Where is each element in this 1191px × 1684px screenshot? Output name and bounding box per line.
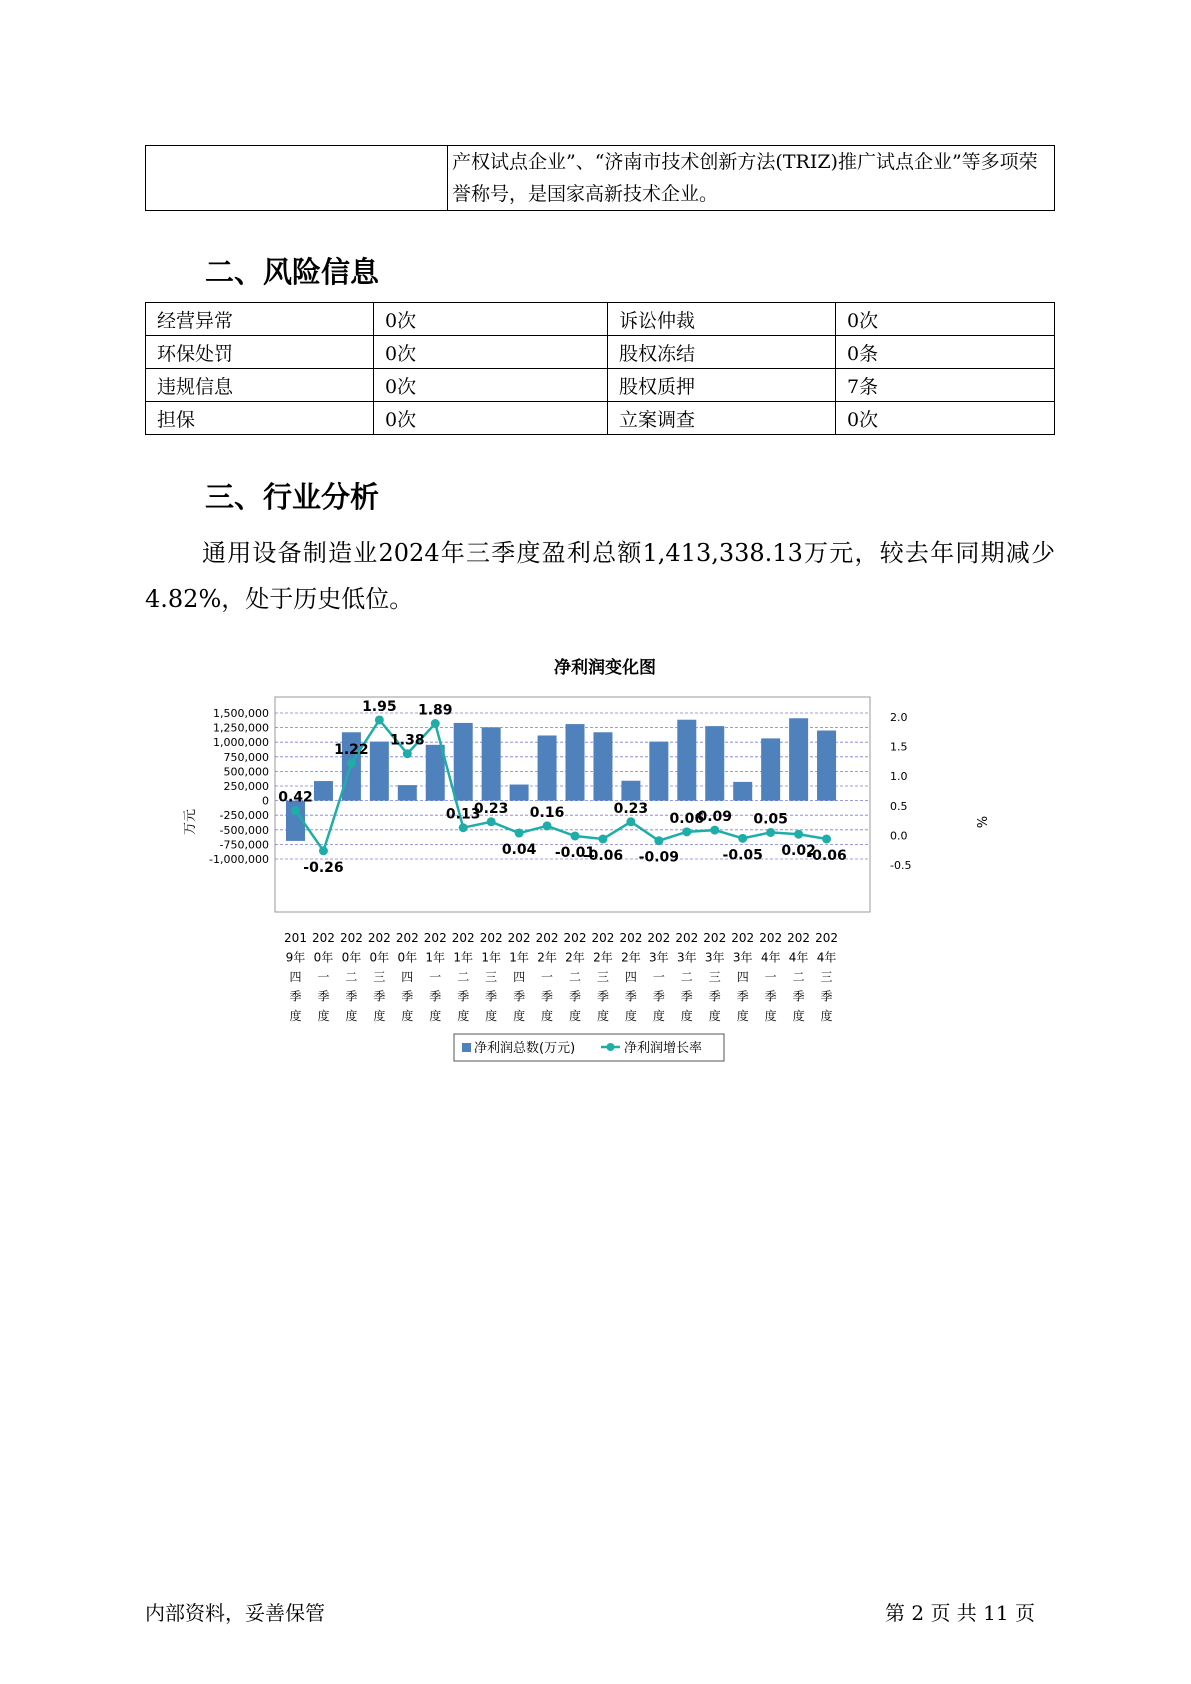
- x-tick-label: 季: [373, 989, 386, 1004]
- footer-confidential-note: 内部资料，妥善保管: [145, 1601, 325, 1625]
- risk-label: 担保: [146, 402, 374, 435]
- y2-tick-label: 0.0: [890, 829, 908, 843]
- x-tick-label: 四: [513, 970, 526, 984]
- y-tick-label: 1,500,000: [213, 707, 269, 720]
- risk-label: 经营异常: [146, 303, 374, 336]
- y-tick-label: 750,000: [223, 750, 269, 764]
- x-tick-label: 一: [541, 970, 554, 984]
- x-tick-label: 202: [675, 931, 699, 945]
- footer-page-number: 第 2 页 共 11 页: [885, 1601, 1035, 1625]
- x-tick-label: 4年: [760, 950, 781, 965]
- x-tick-label: 3年: [649, 950, 669, 965]
- x-tick-label: 度: [289, 1009, 302, 1023]
- data-label: -0.01: [554, 844, 596, 861]
- y-tick-label: -750,000: [219, 838, 269, 852]
- x-tick-label: 二: [680, 970, 693, 984]
- risk-value: 0次: [374, 336, 608, 369]
- risk-label: 环保处罚: [146, 336, 374, 369]
- x-tick-label: 季: [568, 989, 582, 1004]
- x-tick-label: 季: [317, 989, 330, 1004]
- y2-axis-label: %: [973, 815, 988, 829]
- x-tick-label: 0年: [397, 950, 418, 965]
- bar: [398, 785, 417, 800]
- line-point: [738, 834, 747, 843]
- y2-tick-label: 1.0: [890, 770, 908, 784]
- bar: [705, 726, 724, 800]
- x-tick-label: 202: [339, 931, 363, 945]
- data-label: 0.06: [669, 810, 705, 827]
- x-tick-label: 季: [652, 989, 665, 1004]
- x-tick-label: 季: [680, 989, 693, 1004]
- x-tick-label: 三: [373, 970, 386, 984]
- line-point: [626, 817, 635, 826]
- bar: [789, 718, 808, 800]
- x-tick-label: 202: [367, 931, 391, 945]
- x-tick-label: 度: [345, 1009, 358, 1023]
- data-label: -0.05: [722, 847, 763, 864]
- x-tick-label: 202: [451, 931, 475, 945]
- bar: [482, 727, 501, 800]
- x-tick-label: 3年: [732, 950, 753, 965]
- x-tick-label: 4年: [816, 950, 837, 965]
- x-tick-label: 度: [736, 1009, 749, 1023]
- x-tick-label: 9年: [285, 950, 306, 965]
- x-tick-label: 1年: [425, 950, 446, 965]
- table-row: [146, 369, 1055, 402]
- bar: [733, 782, 752, 801]
- risk-value: 7条: [836, 369, 1055, 402]
- legend-line-marker: [607, 1043, 615, 1051]
- x-tick-label: 三: [708, 970, 721, 984]
- x-tick-label: 季: [541, 989, 554, 1004]
- legend-line-label: 净利润增长率: [624, 1041, 703, 1056]
- x-tick-label: 0年: [313, 950, 334, 965]
- x-tick-label: 202: [787, 931, 811, 945]
- x-tick-label: 202: [535, 931, 559, 945]
- x-tick-label: 202: [591, 931, 615, 945]
- x-tick-label: 2年: [593, 950, 613, 965]
- x-tick-label: 度: [373, 1009, 386, 1023]
- x-tick-label: 季: [289, 989, 302, 1004]
- y-tick-label: 250,000: [223, 780, 269, 793]
- risk-label: 股权质押: [608, 369, 836, 402]
- line-point: [543, 821, 552, 830]
- x-tick-label: 度: [317, 1009, 330, 1023]
- x-tick-label: 202: [507, 931, 531, 945]
- x-tick-label: 季: [513, 989, 526, 1004]
- x-tick-label: 一: [764, 970, 777, 984]
- x-tick-label: 202: [479, 931, 503, 945]
- data-label: -0.06: [582, 847, 624, 864]
- line-point: [515, 829, 524, 838]
- bar: [761, 738, 780, 800]
- line-point: [403, 749, 412, 758]
- y-axis-right: [890, 711, 911, 872]
- x-tick-label: 一: [652, 970, 665, 984]
- x-tick-label: 度: [652, 1009, 665, 1023]
- risk-value: 0条: [836, 336, 1055, 369]
- x-tick-label: 3年: [704, 950, 725, 965]
- line-point: [319, 846, 328, 855]
- x-tick-label: 二: [568, 970, 582, 984]
- honors-line-1: 产权试点企业”、“济南市技术创新方法(TRIZ)推广试点企业”等多项荣: [452, 151, 1038, 173]
- x-tick-label: 二: [345, 970, 358, 984]
- line-point: [487, 817, 496, 826]
- net-profit-chart: [180, 650, 988, 1100]
- x-tick-label: 四: [401, 970, 414, 984]
- data-label: 1.38: [390, 732, 425, 749]
- bar: [510, 785, 529, 801]
- data-label: 0.23: [473, 800, 509, 817]
- x-tick-label: 度: [568, 1009, 582, 1023]
- x-tick-label: 0年: [369, 950, 390, 965]
- x-tick-label: 一: [317, 970, 330, 984]
- y2-tick-label: 1.5: [890, 740, 908, 754]
- bar: [538, 735, 557, 800]
- data-label: 1.95: [362, 698, 397, 715]
- x-tick-label: 度: [596, 1009, 609, 1023]
- x-tick-label: 202: [647, 931, 671, 945]
- data-label: 1.22: [334, 742, 369, 759]
- data-label: -0.26: [303, 859, 344, 876]
- x-tick-label: 度: [764, 1009, 777, 1023]
- bar: [370, 742, 389, 801]
- line-point: [682, 827, 691, 836]
- y-tick-label: 500,000: [223, 765, 269, 779]
- x-tick-label: 2年: [537, 950, 557, 965]
- x-tick-label: 季: [764, 989, 777, 1004]
- x-tick-label: 度: [820, 1009, 833, 1023]
- x-tick-label: 季: [820, 989, 833, 1004]
- y-tick-label: 1,000,000: [213, 736, 269, 750]
- bar: [817, 731, 836, 801]
- data-label: 0.04: [501, 842, 537, 859]
- data-label: 0.09: [697, 809, 733, 826]
- x-tick-label: 度: [457, 1009, 470, 1023]
- risk-value: 0次: [374, 303, 608, 336]
- bar: [593, 732, 612, 800]
- x-tick-label: 季: [457, 989, 470, 1004]
- x-tick-label: 1年: [481, 950, 501, 965]
- x-tick-label: 1年: [453, 950, 474, 965]
- data-label: 0.42: [278, 789, 313, 806]
- data-label: 1.89: [417, 702, 453, 719]
- y2-tick-label: 2.0: [890, 711, 908, 724]
- bar: [621, 781, 640, 801]
- x-tick-label: 201: [284, 931, 307, 945]
- x-tick-label: 度: [792, 1009, 805, 1023]
- x-tick-label: 度: [401, 1009, 414, 1023]
- line-point: [766, 828, 775, 837]
- line-point: [571, 831, 580, 840]
- bar: [566, 724, 585, 801]
- x-tick-label: 202: [619, 931, 643, 945]
- y-axis-label: 万元: [183, 808, 198, 836]
- y2-tick-label: 0.5: [890, 799, 908, 813]
- x-tick-label: 度: [485, 1009, 498, 1023]
- data-label: -0.06: [806, 847, 847, 864]
- x-tick-label: 四: [624, 970, 637, 984]
- x-tick-label: 202: [759, 931, 783, 945]
- x-tick-label: 202: [423, 931, 447, 945]
- chart-title: 净利润变化图: [554, 658, 656, 678]
- risk-label: 诉讼仲裁: [608, 303, 836, 336]
- y2-tick-label: -0.5: [890, 859, 912, 872]
- y-tick-label: -250,000: [219, 809, 269, 823]
- x-tick-label: 度: [708, 1009, 721, 1023]
- x-tick-label: 202: [703, 931, 727, 945]
- x-tick-label: 4年: [788, 950, 809, 965]
- x-tick-label: 1年: [509, 950, 529, 965]
- risk-value: 0次: [836, 402, 1055, 435]
- table-row: [146, 402, 1055, 435]
- data-label: 0.05: [753, 811, 788, 828]
- x-tick-label: 二: [792, 970, 805, 984]
- table-row: [146, 303, 1055, 336]
- line-point: [375, 715, 384, 724]
- x-tick-label: 202: [311, 931, 335, 945]
- data-label: 0.02: [781, 843, 816, 860]
- x-tick-label: 202: [395, 931, 419, 945]
- x-tick-label: 三: [820, 970, 833, 984]
- line-point: [710, 826, 719, 835]
- risk-label: 股权冻结: [608, 336, 836, 369]
- line-point: [291, 806, 300, 815]
- x-tick-label: 0年: [341, 950, 362, 965]
- x-tick-label: 季: [736, 989, 749, 1004]
- risk-value: 0次: [836, 303, 1055, 336]
- honors-line-2: 誉称号，是国家高新技术企业。: [452, 183, 719, 205]
- x-tick-label: 四: [289, 970, 302, 984]
- x-tick-label: 度: [624, 1009, 637, 1023]
- line-point: [654, 836, 663, 845]
- x-tick-label: 度: [680, 1009, 693, 1023]
- x-tick-label: 季: [485, 989, 498, 1004]
- x-tick-label: 三: [596, 970, 609, 984]
- data-label: 0.23: [613, 800, 649, 817]
- risk-value: 0次: [374, 369, 608, 402]
- data-label: 0.13: [445, 806, 481, 823]
- bar: [426, 745, 445, 801]
- x-tick-label: 四: [736, 970, 749, 984]
- y-tick-label: 1,250,000: [213, 721, 269, 735]
- x-tick-label: 度: [513, 1009, 526, 1023]
- x-tick-label: 一: [429, 970, 442, 984]
- x-tick-label: 度: [541, 1009, 554, 1023]
- legend-bar-label: 净利润总数(万元): [474, 1041, 576, 1056]
- x-tick-label: 202: [815, 931, 839, 945]
- line-point: [347, 759, 356, 768]
- line-point: [794, 830, 803, 839]
- risk-value: 0次: [374, 402, 608, 435]
- x-axis: [284, 931, 838, 1023]
- table-row: [146, 146, 1055, 211]
- x-tick-label: 季: [401, 989, 414, 1004]
- bar: [314, 781, 333, 801]
- x-tick-label: 度: [429, 1009, 442, 1023]
- x-tick-label: 季: [596, 989, 609, 1004]
- line-point: [598, 834, 607, 843]
- line-point: [431, 719, 440, 728]
- y-tick-label: -1,000,000: [209, 853, 269, 866]
- table-cell-honors: [448, 146, 1055, 211]
- x-tick-label: 三: [485, 970, 498, 984]
- y-axis-left: [209, 707, 269, 866]
- x-tick-label: 季: [708, 989, 721, 1004]
- bar: [677, 720, 696, 801]
- industry-paragraph: 通用设备制造业2024年三季度盈利总额1,413,338.13万元，较去年同期减少4.82%，处于历史低位。: [145, 539, 1055, 613]
- x-tick-label: 2年: [565, 950, 585, 965]
- risk-label: 违规信息: [146, 369, 374, 402]
- x-tick-label: 3年: [676, 950, 697, 965]
- company-honors-table: [145, 145, 1055, 211]
- line-point: [822, 834, 831, 843]
- bar: [649, 742, 668, 801]
- x-tick-label: 202: [731, 931, 755, 945]
- chart-legend: [454, 1034, 724, 1061]
- data-label: -0.09: [638, 849, 680, 866]
- risk-section-heading: 二、风险信息: [205, 255, 380, 289]
- x-tick-label: 季: [792, 989, 805, 1004]
- y-tick-label: -500,000: [219, 823, 269, 837]
- bar: [454, 723, 473, 801]
- risk-label: 立案调查: [608, 402, 836, 435]
- x-tick-label: 季: [624, 989, 637, 1004]
- legend-bar-swatch: [462, 1043, 471, 1052]
- x-tick-label: 二: [457, 970, 470, 984]
- risk-info-table: [145, 302, 1055, 435]
- industry-section-heading: 三、行业分析: [205, 480, 380, 514]
- line-point: [459, 823, 468, 832]
- table-row: [146, 336, 1055, 369]
- table-cell-empty: [146, 146, 448, 211]
- x-tick-label: 季: [345, 989, 358, 1004]
- x-tick-label: 2年: [621, 950, 641, 965]
- x-tick-label: 202: [563, 931, 587, 945]
- data-label: 0.16: [529, 804, 565, 821]
- y-tick-label: 0: [262, 794, 269, 808]
- x-tick-label: 季: [429, 989, 442, 1004]
